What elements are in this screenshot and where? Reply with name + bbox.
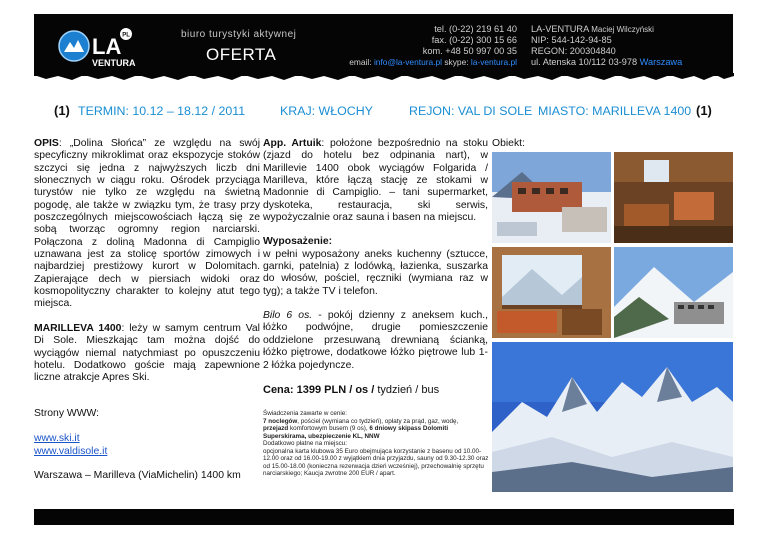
www-label: Strony WWW: bbox=[34, 408, 100, 419]
equipment-text: w pełni wyposażony aneks kuchenny (sztucce, garnki, patelnia) z lodówką, łazienka, suszarka do włosów, pościel, ręczniki (wymiana raz w tyg); a także TV i telefon. bbox=[263, 248, 488, 297]
regon-number: REGON: 200304840 bbox=[531, 46, 616, 56]
route-distance: Warszawa – Marilleva (ViaMichelin) 1400 km bbox=[34, 470, 241, 481]
apartment-interior-photo bbox=[614, 152, 733, 243]
bilo-paragraph bbox=[263, 310, 488, 372]
offer-number-left: (1) bbox=[54, 103, 70, 118]
owner-name: Maciej Wilczyński bbox=[591, 25, 654, 34]
balcony-view-photo bbox=[492, 247, 611, 338]
country: KRAJ: WŁOCHY bbox=[280, 104, 373, 118]
nights-bold: 7 noclegów bbox=[263, 417, 298, 425]
description-column bbox=[34, 138, 260, 397]
skype-label: skype: bbox=[444, 57, 469, 67]
extra-text: opcjonalna karta klubowa 35 Euro obejmująca korzystanie z basenu od 10.00-12.00 oraz od 16.00-19.00 z wyjątkiem dnia przyjazdu, sauny od 9.30-12.30 oraz od 15.00-18.00 (konieczna rezerwacja dzień wcześniej), przechowalnię sprzętu narciarskiego; Kaucja zwrotne 200 EUR / apart. bbox=[263, 447, 489, 477]
marilleva-text: : leży w samym centrum Val Di Sole. Mieszkając tam można dojść do wyciągów niemal natychmiast po opuszczeniu hotelu. Dodatkowo goście mają zapewnione liczne atrakcje Apres Ski. bbox=[34, 322, 260, 384]
header-banner bbox=[34, 14, 733, 76]
extra-title: Dodatkowo płatne na miejscu: bbox=[263, 440, 348, 447]
offer-number-right: (1) bbox=[696, 103, 712, 118]
included-title: Świadczenia zawarte w cenie: bbox=[263, 410, 347, 417]
equipment-heading: Wyposażenie: bbox=[263, 236, 333, 248]
svg-text:LA: LA bbox=[92, 34, 122, 59]
resort-village-photo bbox=[492, 152, 611, 243]
app-label: App. Artuik bbox=[263, 138, 322, 149]
city: MIASTO: MARILLEVA 1400 bbox=[538, 104, 692, 118]
included-line-1 bbox=[263, 418, 491, 426]
price-value: Cena: 1399 PLN / os / bbox=[263, 384, 375, 396]
opis-text: : „Dolina Słońca” ze względu na swój specyficzny mikroklimat oraz ekspozycje stoków szczyci się jedna z najwyższych liczb dni słonecznych w ciągu roku. Ośrodek przyciąga turystów nie tylko ze względu na świetną pogodę, ale także w związku tym, że trasy przy poszczególnych miejscowościach łączą się ze sobą tworząc ogromny region narciarski. Połączona z doliną Madonna di Campiglio uznawana jest za stolicę sportów zimowych i najbardziej prestiżowy kurort w Dolomitach. Zapierające dech w piersiach widoki oraz kosmopolityczny charakter to kolejny atut tego miejsca. bbox=[34, 138, 260, 310]
company-name: LA-VENTURA bbox=[531, 24, 589, 34]
email-skype-row bbox=[349, 57, 517, 68]
accommodation-column bbox=[263, 138, 488, 384]
svg-text:PL: PL bbox=[122, 32, 130, 39]
nip-number: NIP: 544-142-94-85 bbox=[531, 35, 612, 45]
bilo-text: - pokój dzienny z aneksem kuch., łóżko podwójne, drugie pomieszczenie oddzielone przesuwaną drewnianą ścianką, łóżko piętrowe, dodatkowe łóżko piętrowe lub 1-2 łóżka pojedyncze. bbox=[263, 310, 489, 371]
svg-text:VENTURA: VENTURA bbox=[92, 58, 136, 68]
opis-label: OPIS bbox=[34, 138, 59, 149]
mobile-number: kom. +48 50 997 00 35 bbox=[422, 46, 517, 56]
skipass-bold: 6 dniowy skipass Dolomiti Superskirama, ubezpieczenie KL, NNW bbox=[263, 425, 449, 440]
bilo-label: Bilo 6 os. bbox=[263, 310, 313, 322]
dolomites-panorama-photo bbox=[492, 342, 733, 492]
agency-tagline: biuro turystyki aktywnej bbox=[181, 29, 297, 40]
torn-edge bbox=[34, 73, 734, 81]
included-line-2 bbox=[263, 425, 491, 440]
term-dates: TERMIN: 10.12 – 18.12 / 2011 bbox=[78, 104, 246, 118]
email-link[interactable]: info@la-ventura.pl bbox=[373, 57, 443, 67]
address-row bbox=[531, 57, 682, 68]
street-address: ul. Atenska 10/112 03-978 bbox=[531, 57, 638, 67]
offer-title: OFERTA bbox=[206, 45, 277, 64]
phone-number: tel. (0-22) 219 61 40 bbox=[434, 24, 517, 34]
region: REJON: VAL DI SOLE bbox=[409, 104, 533, 118]
valdisole-link[interactable]: www.valdisole.it bbox=[34, 446, 108, 457]
mountain-slope-photo bbox=[614, 247, 733, 338]
included-line-1-text: , pościel (wymiana co tydzień), opłaty za prąd, gaz, wodę, bbox=[297, 417, 459, 425]
footer-bar bbox=[34, 509, 734, 525]
price-suffix: tydzień / bus bbox=[374, 384, 440, 396]
company-row bbox=[531, 24, 682, 35]
contact-block-right bbox=[531, 24, 682, 68]
included-line-2-text: komfortowym busem (9 os), bbox=[288, 425, 370, 432]
opis-paragraph bbox=[34, 138, 260, 311]
price bbox=[263, 384, 439, 396]
contact-block-left bbox=[349, 24, 517, 68]
skype-link[interactable]: la-ventura.pl bbox=[470, 57, 517, 67]
app-paragraph bbox=[263, 138, 488, 224]
object-heading: Obiekt: bbox=[492, 138, 525, 149]
city-name: Warszawa bbox=[639, 57, 683, 67]
la-ventura-logo bbox=[56, 22, 156, 70]
marilleva-label: MARILLEVA 1400 bbox=[34, 322, 122, 334]
app-text: : położone bezpośrednio na stoku (zjazd do hotelu bez odpinania nart), w Marillevie 1400 obok wyciągów Folgarida / Marilleva, które łączą stację ze stokami w Madonnie di Campiglio. – tani supermarket, dyskoteka, restauracja, ski serwis, wypożyczalnie oraz sauna i basen na miejscu. bbox=[263, 138, 488, 224]
marilleva-paragraph bbox=[34, 323, 260, 385]
fine-print bbox=[263, 410, 491, 478]
email-label: email: bbox=[349, 57, 372, 67]
fax-number: fax. (0-22) 300 15 66 bbox=[431, 35, 517, 45]
ski-it-link[interactable]: www.ski.it bbox=[34, 433, 80, 444]
transport-bold: przejazd bbox=[263, 425, 289, 432]
term-bar bbox=[34, 104, 734, 120]
